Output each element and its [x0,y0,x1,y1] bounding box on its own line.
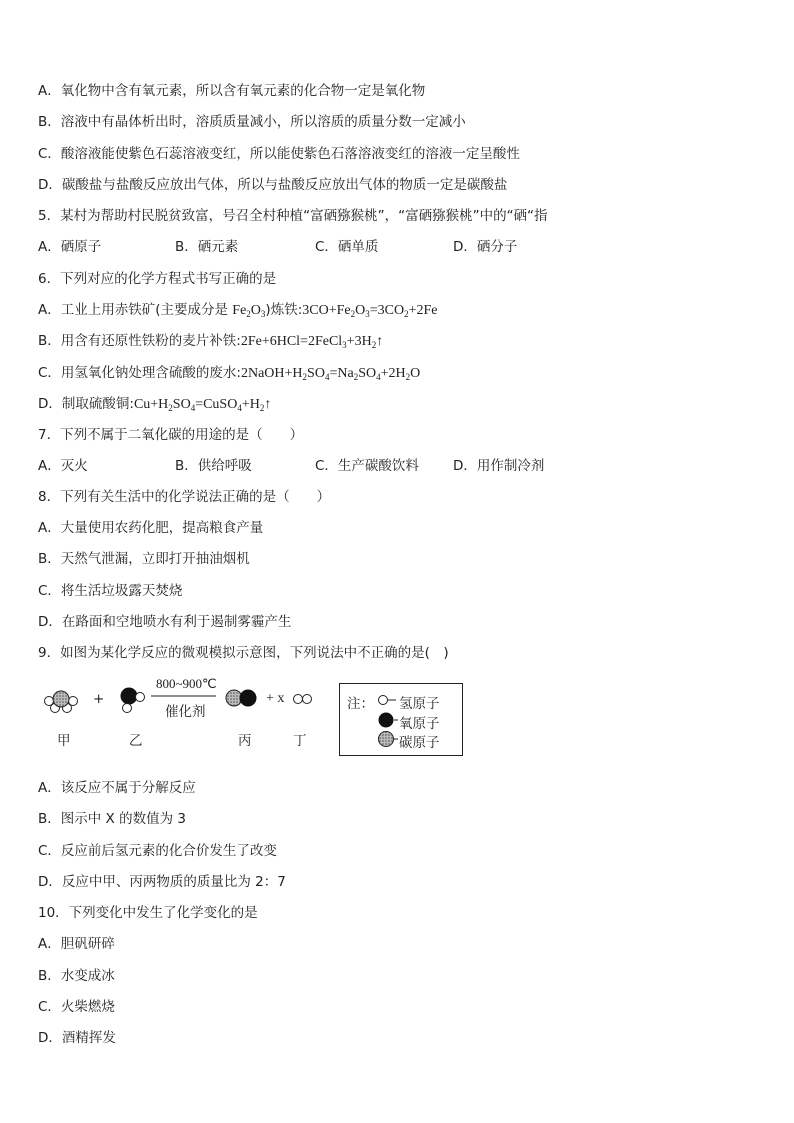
q10-option-b: B．水变成冰 [38,968,115,984]
prev-option-c: C．酸溶液能使紫色石蕊溶液变红，所以能使紫色石落溶液变红的溶液一定呈酸性 [38,146,520,162]
label-jia: 甲 [57,733,71,749]
hydrogen-atom-icon [379,696,388,705]
prev-option-b: B．溶液中有晶体析出时，溶质质量减小，所以溶质的质量分数一定减小 [38,114,466,130]
q6-option-a-mid: )炼铁: [265,302,303,318]
legend-hydrogen: 氢原子 [399,696,440,712]
oxygen-atom-icon [379,713,394,728]
condition-catalyst: 催化剂 [165,704,206,720]
q10-option-a: A．胆矾研碎 [38,936,115,952]
q5-option-d: D．硒分子 [453,239,518,255]
condition-temperature: 800~900℃ [156,676,217,691]
q8-option-d: D．在路面和空地喷水有利于遏制雾霾产生 [38,614,292,630]
q6-equation-b: $2Fe+6HCl=2FeCl_3+3H_2↑$ [240,334,384,350]
label-bing: 丙 [238,733,252,749]
q5-option-c: C．硒单质 [315,239,379,255]
molecule-ding [294,695,312,704]
q6-equation-d: $Cu+H_2SO_4=CuSO_4+H_2↑$ [133,397,272,413]
q9-stem: 9．如图为某化学反应的微观模拟示意图，下列说法中不正确的是( ) [38,645,449,661]
q9-option-a: A．该反应不属于分解反应 [38,780,196,796]
q6-option-a [38,301,437,320]
q6-stem: 6．下列对应的化学方程式书写正确的是 [38,271,277,287]
label-yi: 乙 [129,733,143,749]
q7-option-d: D．用作制冷剂 [453,458,545,474]
q8-option-c: C．将生活垃圾露天焚烧 [38,583,183,599]
q9-option-d: D．反应中甲、丙两物质的质量比为 2：7 [38,874,286,890]
q6-option-d-label: D．制取硫酸铜: [38,396,134,412]
q7-stem: 7．下列不属于二氧化碳的用途的是（ ） [38,427,304,443]
q6-option-b-label: B．用含有还原性铁粉的麦片补铁: [38,333,241,349]
q5-options [38,238,638,256]
q5-option-b: B．硒元素 [175,239,239,255]
q6-option-c [38,364,420,383]
q10-stem: 10．下列变化中发生了化学变化的是 [38,905,258,921]
q6-hematite-formula: $Fe_2O_3$ [232,303,266,319]
legend-carbon: 碳原子 [399,735,440,751]
diagram-legend [339,683,463,756]
q8-stem: 8．下列有关生活中的化学说法正确的是（ ） [38,489,331,505]
legend-note: 注： [347,696,374,712]
q9-option-b: B．图示中 X 的数值为 3 [38,811,186,827]
q6-equation-c: $2NaOH+H_2SO_4=Na_2SO_4+2H_2O$ [240,366,421,382]
carbon-atom-icon [379,732,394,747]
q7-option-a: A．灭火 [38,458,88,474]
q9-option-c: C．反应前后氢元素的化合价发生了改变 [38,843,277,859]
molecule-yi [121,688,145,713]
q6-option-d [38,395,271,414]
q6-equation-a: $3CO+Fe_2O_3=3CO_2+2Fe$ [302,303,438,319]
q10-option-d: D．酒精挥发 [38,1030,116,1046]
q7-options [38,457,638,475]
q7-option-b: B．供给呼吸 [175,458,252,474]
q7-option-c: C．生产碳酸饮料 [315,458,419,474]
q6-option-b [38,332,383,351]
label-ding: 丁 [293,733,307,749]
plus-sign: + [93,691,105,707]
molecule-bing [226,690,256,706]
plus-x: + x [266,691,285,706]
q8-option-b: B．天然气泄漏，立即打开抽油烟机 [38,551,250,567]
prev-option-d: D．碳酸盐与盐酸反应放出气体，所以与盐酸反应放出气体的物质一定是碳酸盐 [38,177,508,193]
q6-option-a-label: A．工业上用赤铁矿(主要成分是 [38,302,233,318]
q10-option-c: C．火柴燃烧 [38,999,115,1015]
prev-option-a: A．氧化物中含有氧元素，所以含有氧元素的化合物一定是氧化物 [38,83,426,99]
q8-option-a: A．大量使用农药化肥，提高粮食产量 [38,520,264,536]
q5-option-a: A．硒原子 [38,239,102,255]
q6-option-c-label: C．用氢氧化钠处理含硫酸的废水: [38,365,241,381]
legend-oxygen: 氧原子 [399,716,440,732]
q5-stem: 5．某村为帮助村民脱贫致富，号召全村种植“富硒猕猴桃”，“富硒猕猴桃”中的“硒“指 [38,208,548,224]
molecule-jia [45,691,78,713]
